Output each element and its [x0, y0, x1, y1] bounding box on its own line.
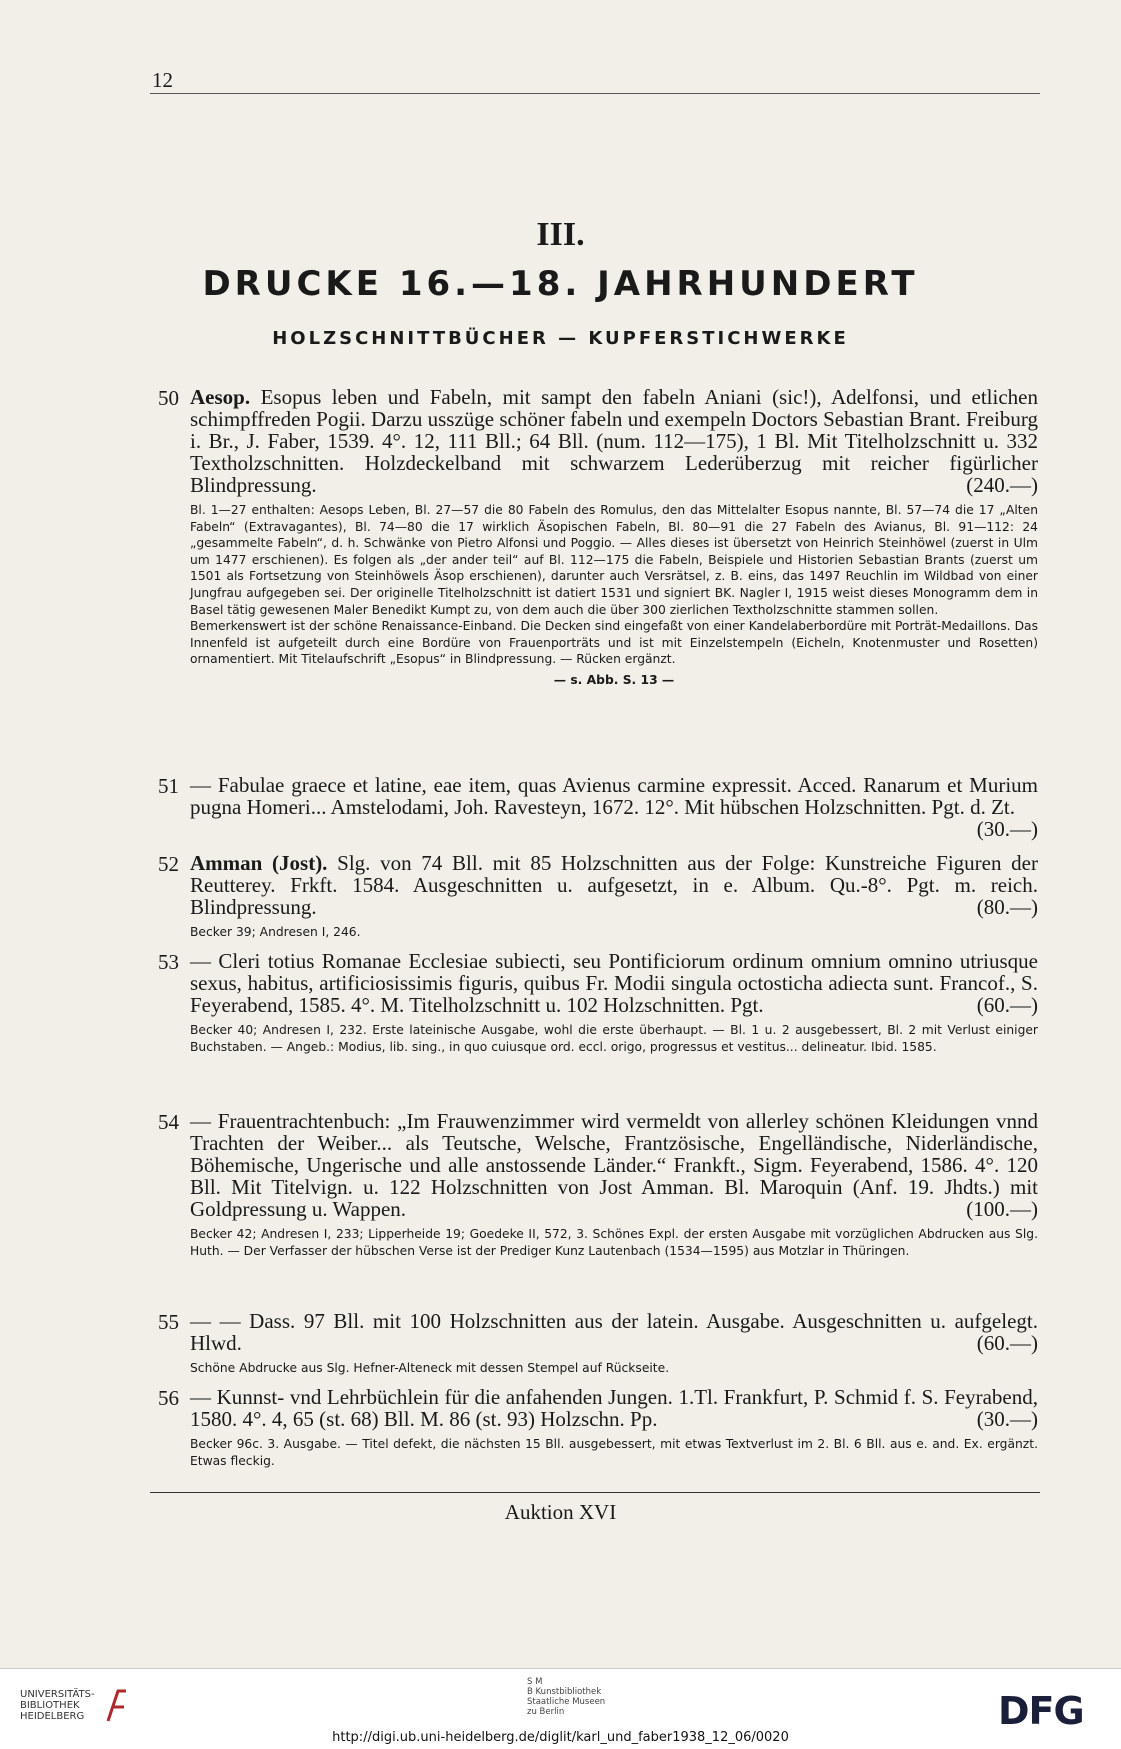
- catalog-entry-53: [158, 950, 1038, 1055]
- entry-name: Amman (Jost).: [190, 851, 328, 875]
- footer-rule: [150, 1492, 1040, 1493]
- entry-price: (240.—): [966, 473, 1038, 497]
- catalog-entry-50: [158, 386, 1038, 687]
- entry-name: Aesop.: [190, 385, 251, 409]
- catalog-entry-55: [158, 1310, 1038, 1377]
- entry-description: — Cleri totius Romanae Ecclesiae subiecti, seu Pontificiorum ordinum omnium omnino utriusque sexus, habitus, artificiosissimis figuris, quibus Fr. Modii singula octosticha adiecta sunt. Francof., S. Feyerabend, 1585. 4°. M. Titelholzschnitt u. 102 Holzschnitten. Pgt.: [190, 949, 1038, 1017]
- permalink-url[interactable]: http://digi.ub.uni-heidelberg.de/diglit/karl_und_faber1938_12_06/0020: [332, 1730, 789, 1745]
- entry-note: Becker 40; Andresen I, 232. Erste lateinische Ausgabe, wohl die erste überhaupt. — Bl. 1 u. 2 ausgebessert, Bl. 2 mit Verlust einiger Buchstaben. — Angeb.: Modius, lib. sing., in quo cuiusque ord. eccl. origo, progressus et vestitus... delineatur. Ibid. 1585.: [190, 1023, 1038, 1054]
- entry-text: [190, 852, 1038, 918]
- entry-price: (80.—): [976, 895, 1038, 919]
- entry-description: Slg. von 74 Bll. mit 85 Holzschnitten aus der Folge: Kunstreiche Figuren der Reutterey. Frkft. 1584. Ausgeschnitten u. aufgesetzt, in e. Album. Qu.-8°. Pgt. m. reich. Blindpressung.: [190, 851, 1038, 919]
- entry-description: — — Dass. 97 Bll. mit 100 Holzschnitten aus der latein. Ausgabe. Ausgeschnitten u. aufgelegt. Hlwd.: [190, 1309, 1038, 1355]
- university-logo-icon: [104, 1687, 130, 1723]
- entry-text: [190, 773, 1038, 841]
- entry-number: 53: [158, 950, 179, 974]
- entry-description: Esopus leben und Fabeln, mit sampt den fabeln Aniani (sic!), Adelfonsi, und etlichen schimpffreden Pogii. Darzu usszüge schöner fabeln und exempeln Doctors Sebastian Brant. Freiburg i. Br., J. Faber, 1539. 4°. 12, 111 Bll.; 64 Bll. (num. 112—175), 1 Bl. Mit Titelholzschnitt u. 332 Textholzschnitten. Holzdeckelband mit schwarzem Lederüberzug mit reicher figürlicher Blindpressung.: [190, 385, 1038, 497]
- entry-number: 56: [158, 1386, 179, 1410]
- section-subtitle: HOLZSCHNITTBÜCHER — KUPFERSTICHWERKE: [272, 328, 849, 349]
- page-number: 12: [152, 68, 173, 92]
- dfg-logo[interactable]: DFG: [998, 1689, 1084, 1733]
- catalog-entry-52: [158, 852, 1038, 941]
- section-title: DRUCKE 16.—18. JAHRHUNDERT: [202, 264, 919, 304]
- entry-number: 50: [158, 386, 179, 410]
- credit-line: S M: [527, 1677, 543, 1687]
- entry-text: [190, 1110, 1038, 1220]
- entry-text: [190, 950, 1038, 1016]
- library-credit: [527, 1677, 605, 1717]
- entry-description: — Fabulae graece et latine, eae item, quas Avienus carmine expressit. Acced. Ranarum et Murium pugna Homeri... Amstelodami, Joh. Ravesteyn, 1672. 12°. Mit hübschen Holzschnitten. Pgt. d. Zt.: [190, 773, 1038, 819]
- entry-number: 51: [158, 774, 179, 798]
- figure-reference: — s. Abb. S. 13 —: [553, 672, 675, 687]
- logo-line: HEIDELBERG: [20, 1711, 85, 1722]
- entry-description: — Kunnst- vnd Lehrbüchlein für die anfahenden Jungen. 1.Tl. Frankfurt, P. Schmid f. S. Feyrabend, 1580. 4°. 4, 65 (st. 68) Bll. M. 86 (st. 93) Holzschn. Pp.: [190, 1385, 1038, 1431]
- entry-number: 54: [158, 1110, 179, 1134]
- entry-note: Becker 42; Andresen I, 233; Lipperheide 19; Goedeke II, 572, 3. Schönes Expl. der ersten Ausgabe mit vorzüglichen Abdrucken aus Slg. Huth. — Der Verfasser der hübschen Verse ist der Prediger Kunz Lautenbach (1534—1595) aus Motzlar in Thüringen.: [190, 1227, 1038, 1258]
- entry-note: Becker 39; Andresen I, 246.: [190, 925, 361, 939]
- catalog-entry-56: [158, 1386, 1038, 1469]
- entry-number: 52: [158, 852, 179, 876]
- entry-text: [190, 1310, 1038, 1354]
- entry-note-2: Bemerkenswert ist der schöne Renaissance-Einband. Die Decken sind eingefaßt von einer Kandelaberbordüre mit Porträt-Medaillons. Das Innenfeld ist aufgeteilt durch eine Bordüre von Frauenporträts und ist mit Einzelstempeln (Eicheln, Knotenmuster und Rosetten) ornamentiert. Mit Titelaufschrift „Esopus“ in Blindpressung. — Rücken ergänzt.: [190, 619, 1038, 667]
- entry-note: Becker 96c. 3. Ausgabe. — Titel defekt, die nächsten 15 Bll. ausgebessert, mit etwas Textverlust im 2. Bl. 6 Bll. aus e. and. Ex. ergänzt. Etwas fleckig.: [190, 1437, 1038, 1468]
- logo-line: UNIVERSITÄTS-: [20, 1689, 95, 1700]
- entry-text: [190, 386, 1038, 496]
- auction-footer: Auktion XVI: [504, 1500, 617, 1524]
- catalog-entry-54: [158, 1110, 1038, 1259]
- entry-price: (60.—): [976, 1331, 1038, 1355]
- credit-line: zu Berlin: [527, 1707, 565, 1717]
- entry-price: (60.—): [976, 993, 1038, 1017]
- section-number: III.: [536, 216, 585, 253]
- entry-price: (100.—): [966, 1197, 1038, 1221]
- entry-number: 55: [158, 1310, 179, 1334]
- entry-note: Schöne Abdrucke aus Slg. Hefner-Alteneck mit dessen Stempel auf Rückseite.: [190, 1361, 670, 1375]
- entry-description: — Frauentrachtenbuch: „Im Frauwenzimmer wird vermeldt von allerley schönen Kleidungen vnnd Trachten der Weiber... als Teutsche, Welsche, Frantzösische, Engelländische, Niderländische, Böhemische, Ungerische und alle anstossende Länder.“ Frankft., Sigm. Feyerabend, 1586. 4°. 120 Bll. Mit Titelvign. u. 122 Holzschnitten von Jost Amman. Bl. Maroquin (Anf. 19. Jhdts.) mit Goldpressung u. Wappen.: [190, 1109, 1038, 1221]
- entry-text: [190, 1386, 1038, 1430]
- header-rule: [150, 93, 1040, 94]
- entry-note: Bl. 1—27 enthalten: Aesops Leben, Bl. 27—57 die 80 Fabeln des Romulus, den das Mittelalter Esopus nannte, Bl. 57—74 die 17 „Alten Fabeln“ (Extravagantes), Bl. 74—80 die 17 wirklich Äsopischen Fabeln, Bl. 80—91 die 27 Fabeln des Avianus, Bl. 91—112: 24 „gesammelte Fabeln“, d. h. Schwänke von Pietro Alfonsi und Poggio. — Alles dieses ist übersetzt von Heinrich Steinhöwel (zuerst in Ulm um 1477 erschienen). Es folgen als „der ander teil“ auf Bl. 112—175 die Fabeln, Beispiele und Historien Sebastian Brants (zuerst um 1501 als Fortsetzung von Steinhöwels Äsop erschienen), darunter auch Versrätsel, z. B. eins, das 1497 Reuchlin im Wildbad von einer Jungfrau aufgegeben sei. Der originelle Titelholzschnitt ist datiert 1531 und signiert BK. Nagler I, 1915 weist dieses Monogramm dem in Basel tätig gewesenen Maler Benedikt Kumpt zu, von dem auch die über 300 zierlichen Textholzschnitte stammen sollen.: [190, 503, 1038, 617]
- entry-price: (30.—): [976, 1407, 1038, 1431]
- catalog-entry-51: [158, 774, 1038, 840]
- logo-line: BIBLIOTHEK: [20, 1700, 80, 1711]
- credit-line: Staatliche Museen: [527, 1697, 606, 1707]
- credit-line: B Kunstbibliothek: [527, 1687, 602, 1697]
- entry-price: (30.—): [976, 817, 1038, 841]
- viewer-footer: [0, 1668, 1121, 1749]
